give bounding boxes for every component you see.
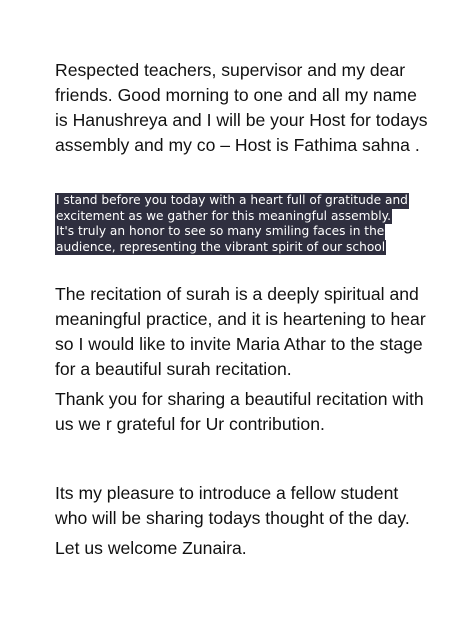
highlighted-line: It's truly an honor to see so many smiling faces in the — [56, 224, 385, 238]
introduce-paragraph — [55, 481, 430, 531]
welcome-paragraph — [55, 536, 430, 561]
text-line: for a beautiful surah recitation. — [55, 359, 292, 379]
text-line: assembly and my co – Host is Fathima sahna . — [55, 135, 420, 155]
text-line: meaningful practice, and it is heartening to hear — [55, 309, 426, 329]
recitation-paragraph — [55, 282, 430, 382]
text-line: friends. Good morning to one and all my name — [55, 85, 417, 105]
highlighted-line: I stand before you today with a heart full of gratitude and — [56, 193, 408, 207]
text-line: Let us welcome Zunaira. — [55, 538, 247, 558]
text-line: us we r grateful for Ur contribution. — [55, 414, 325, 434]
highlighted-line: excitement as we gather for this meaningful assembly. — [56, 208, 391, 223]
text-line: who will be sharing todays thought of the day. — [55, 508, 410, 528]
highlighted-line: audience, representing the vibrant spirit of our school — [56, 239, 386, 254]
intro-paragraph — [55, 58, 430, 158]
highlighted-paragraph — [55, 193, 430, 255]
text-line: Thank you for sharing a beautiful recitation with — [55, 389, 424, 409]
text-line: Its my pleasure to introduce a fellow student — [55, 483, 399, 503]
text-line: Respected teachers, supervisor and my dear — [55, 60, 406, 80]
text-line: is Hanushreya and I will be your Host for todays — [55, 110, 428, 130]
thanks-paragraph — [55, 387, 430, 437]
text-line: The recitation of surah is a deeply spiritual and — [55, 284, 419, 304]
text-line: so I would like to invite Maria Athar to the stage — [55, 334, 423, 354]
document-page — [55, 58, 430, 561]
